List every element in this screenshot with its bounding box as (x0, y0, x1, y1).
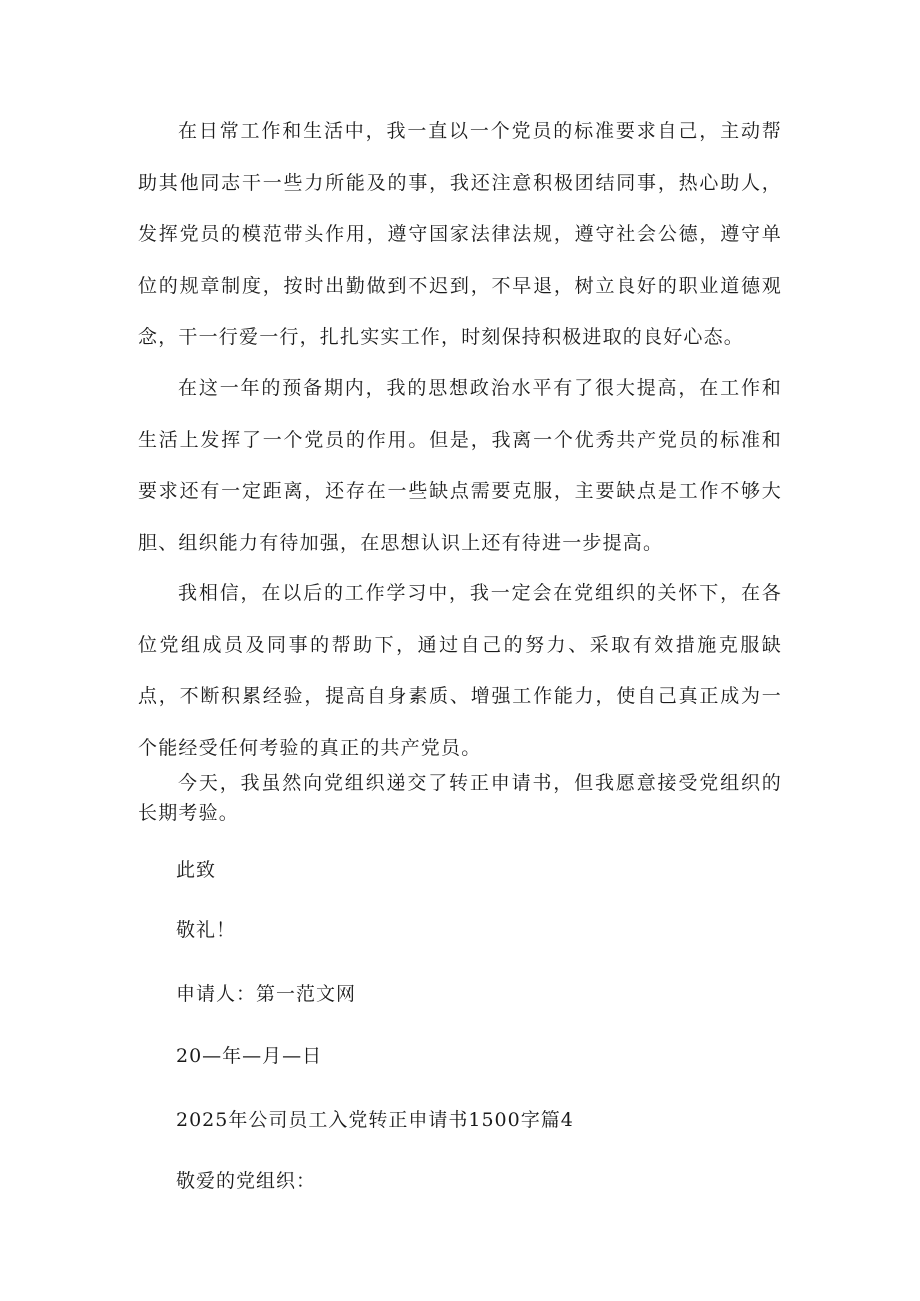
greeting-text: 敬爱的党组织： (176, 1170, 317, 1192)
paragraph-2: 在这一年的预备期内，我的思想政治水平有了很大提高，在工作和生活上发挥了一个党员的作用。但是，我离一个优秀共产党员的标准和要求还有一定距离，还存在一些缺点需要克服，主要缺点是工作不够大胆、组织能力有待加强，在思想认识上还有待进一步提高。 (138, 377, 782, 554)
applicant-signature: 申请人：第一范文网 (176, 983, 357, 1005)
section-title: 2025年公司员工入党转正申请书1500字篇4 (176, 1109, 574, 1131)
closing-text: 此致 (176, 859, 217, 881)
date-line: 20—年—月—日 (176, 1045, 323, 1067)
paragraph-3: 我相信，在以后的工作学习中，我一定会在党组织的关怀下，在各位党组成员及同事的帮助下，通过自己的努力、采取有效措施克服缺点，不断积累经验，提高自身素质、增强工作能力，使自己真正成为一个能经受任何考验的真正的共产党员。 (138, 582, 782, 759)
salute-text: 敬礼！ (176, 919, 237, 941)
paragraph-4: 今天，我虽然向党组织递交了转正申请书，但我愿意接受党组织的长期考验。 (138, 772, 782, 824)
paragraph-1: 在日常工作和生活中，我一直以一个党员的标准要求自己，主动帮助其他同志干一些力所能及的事，我还注意积极团结同事，热心助人，发挥党员的模范带头作用，遵守国家法律法规，遵守社会公德，遵守单位的规章制度，按时出勤做到不迟到，不早退，树立良好的职业道德观念，干一行爱一行，扎扎实实工作，时刻保持积极进取的良好心态。 (138, 120, 782, 348)
